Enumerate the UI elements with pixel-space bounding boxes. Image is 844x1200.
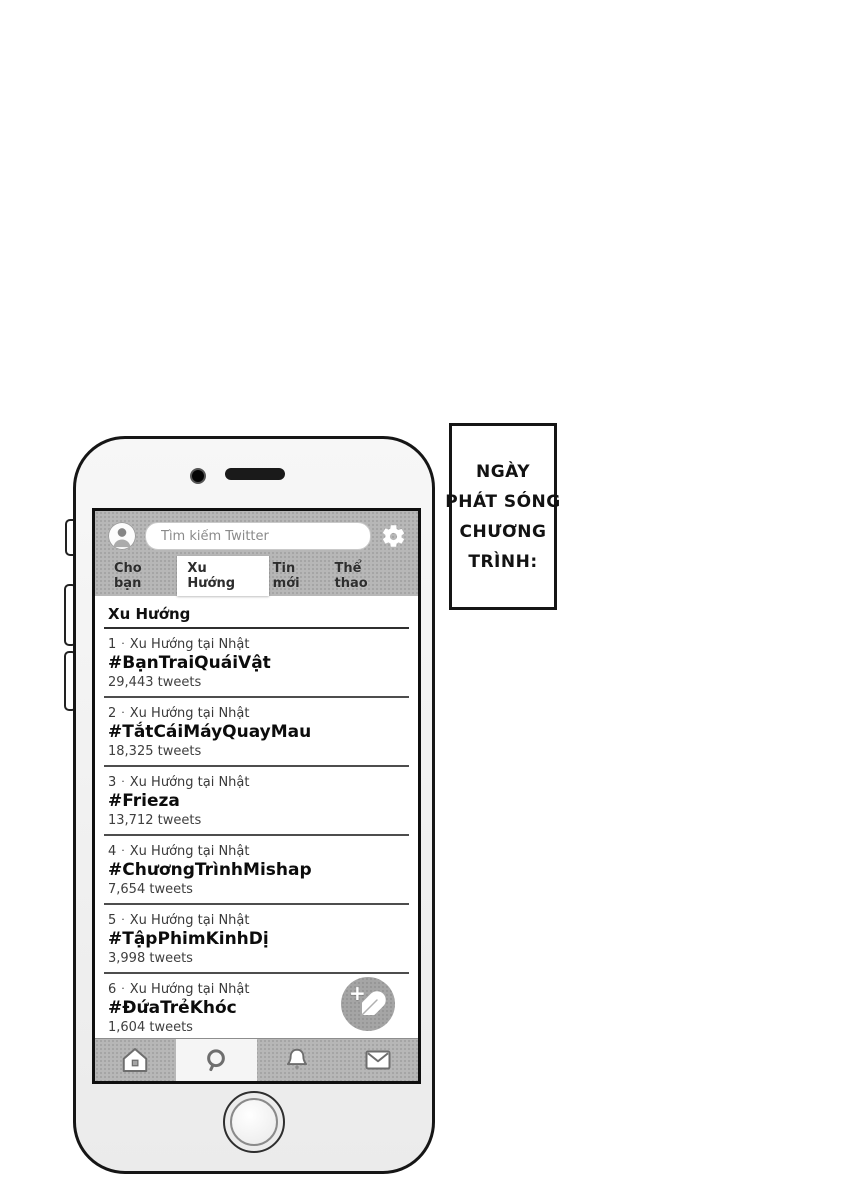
dot-separator: · xyxy=(121,982,125,995)
caption-line: TRÌNH: xyxy=(468,551,538,572)
profile-avatar[interactable] xyxy=(108,522,136,550)
bell-icon xyxy=(283,1046,311,1074)
caption-line: CHƯƠNG xyxy=(459,521,547,542)
trend-rank: 6 xyxy=(108,982,117,997)
trend-context: Xu Hướng tại Nhật xyxy=(129,982,250,997)
trend-context: Xu Hướng tại Nhật xyxy=(129,844,250,859)
person-icon xyxy=(108,522,136,550)
tab-xu-huong[interactable]: Xu Hướng xyxy=(177,556,268,596)
trend-hashtag: #ĐứaTrẻKhóc xyxy=(108,998,237,1018)
section-title: Xu Hướng xyxy=(108,605,191,623)
tab-bar xyxy=(95,550,418,596)
trend-hashtag: #TậpPhimKinhDị xyxy=(108,929,269,949)
trend-hashtag: #ChươngTrìnhMishap xyxy=(108,860,312,880)
caption-box xyxy=(445,423,561,610)
dot-separator: · xyxy=(121,775,125,788)
gear-icon xyxy=(380,523,407,550)
trend-rank: 3 xyxy=(108,775,117,790)
trend-tweet-count: 29,443 tweets xyxy=(108,675,202,690)
dot-separator: · xyxy=(121,706,125,719)
trend-rank: 5 xyxy=(108,913,117,928)
trend-rank: 4 xyxy=(108,844,117,859)
tab-cho-ban[interactable]: Cho bạn xyxy=(114,561,142,591)
bottom-nav xyxy=(95,1038,418,1081)
search-icon xyxy=(202,1046,230,1074)
dot-separator: · xyxy=(121,913,125,926)
home-button[interactable] xyxy=(223,1091,285,1153)
trend-meta xyxy=(108,637,405,652)
trend-meta xyxy=(108,844,405,859)
dot-separator: · xyxy=(121,637,125,650)
plus-icon: + xyxy=(349,981,366,1005)
trend-meta xyxy=(108,913,405,928)
nav-messages[interactable] xyxy=(337,1039,418,1081)
trend-hashtag: #TắtCáiMáyQuayMau xyxy=(108,722,312,742)
trend-item-5[interactable] xyxy=(104,905,409,974)
section-header xyxy=(104,596,409,629)
trend-rank: 2 xyxy=(108,706,117,721)
trend-tweet-count: 1,604 tweets xyxy=(108,1020,193,1035)
trend-context: Xu Hướng tại Nhật xyxy=(129,775,250,790)
twitter-screen xyxy=(92,508,421,1084)
mail-icon xyxy=(363,1045,393,1075)
nav-search[interactable] xyxy=(176,1039,257,1081)
tab-tin-moi[interactable]: Tin mới xyxy=(272,561,300,591)
nav-notifications[interactable] xyxy=(257,1039,338,1081)
search-input[interactable] xyxy=(145,522,371,550)
trend-tweet-count: 13,712 tweets xyxy=(108,813,202,828)
trend-context: Xu Hướng tại Nhật xyxy=(129,637,250,652)
trend-tweet-count: 18,325 tweets xyxy=(108,744,202,759)
search-row xyxy=(95,511,418,550)
home-button-inner xyxy=(230,1098,278,1146)
trend-item-4[interactable] xyxy=(104,836,409,905)
earpiece-speaker xyxy=(225,468,285,480)
trend-tweet-count: 3,998 tweets xyxy=(108,951,193,966)
trend-rank: 1 xyxy=(108,637,117,652)
trend-tweet-count: 7,654 tweets xyxy=(108,882,193,897)
front-camera xyxy=(190,468,206,484)
trend-context: Xu Hướng tại Nhật xyxy=(129,706,250,721)
trend-item-3[interactable] xyxy=(104,767,409,836)
caption-line: PHÁT SÓNG xyxy=(445,491,561,512)
dot-separator: · xyxy=(121,844,125,857)
caption-line: NGÀY xyxy=(475,461,531,482)
app-header xyxy=(95,511,418,596)
trend-hashtag: #Frieza xyxy=(108,791,180,811)
trend-hashtag: #BạnTraiQuáiVật xyxy=(108,653,271,673)
trend-item-2[interactable] xyxy=(104,698,409,767)
trend-item-1[interactable] xyxy=(104,629,409,698)
home-icon xyxy=(120,1045,150,1075)
trend-meta xyxy=(108,775,405,790)
nav-home[interactable] xyxy=(95,1039,176,1081)
trend-meta xyxy=(108,706,405,721)
tab-the-thao[interactable]: Thể thao xyxy=(334,561,368,591)
settings-button[interactable] xyxy=(380,523,407,550)
trend-context: Xu Hướng tại Nhật xyxy=(129,913,250,928)
compose-tweet-button[interactable] xyxy=(341,977,395,1031)
